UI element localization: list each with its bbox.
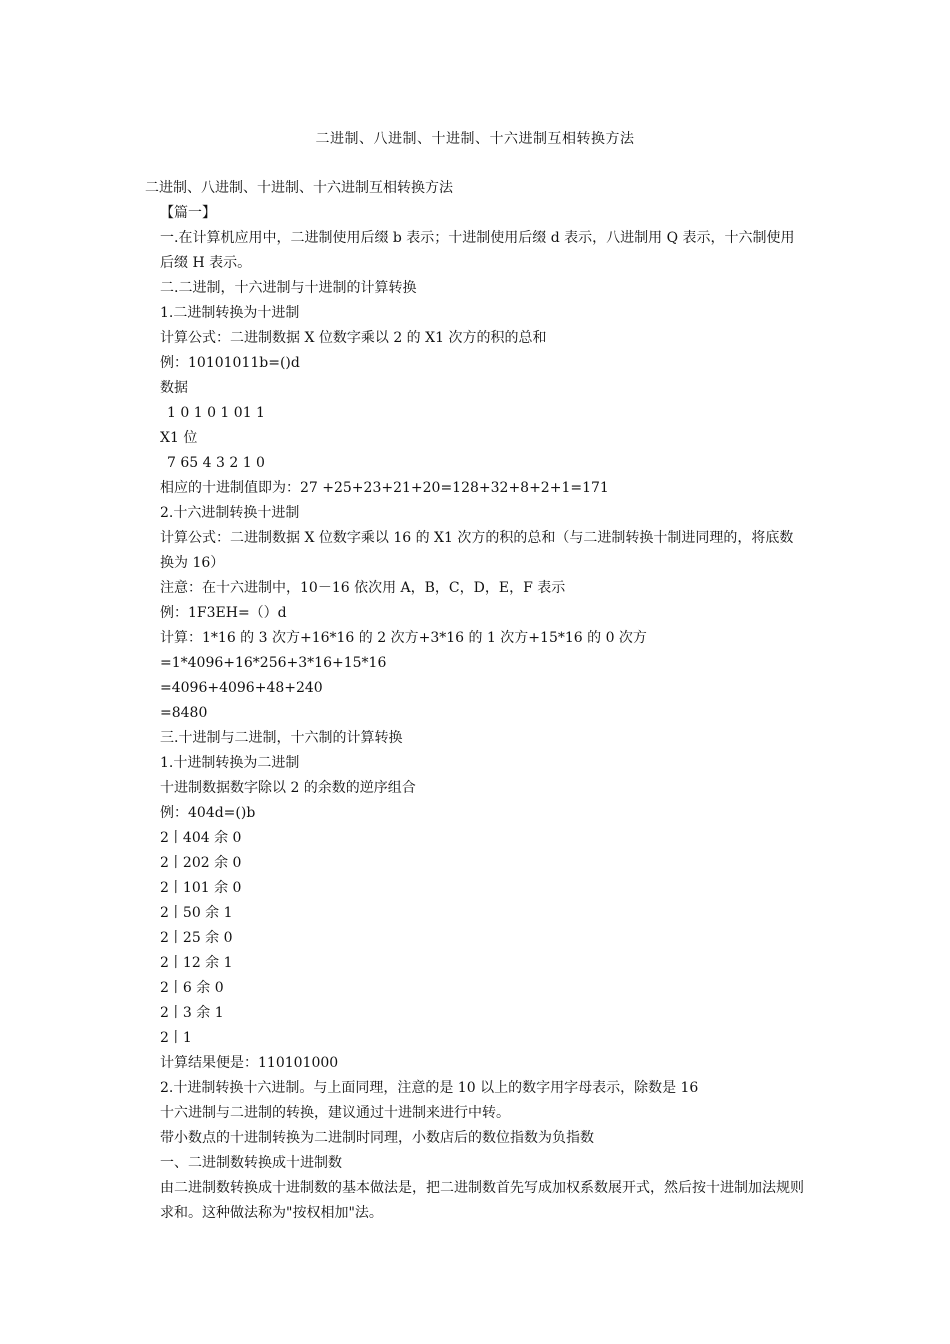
paragraph-line: 十进制数据数字除以 2 的余数的逆序组合 xyxy=(160,780,416,796)
paragraph-line: 二.二进制，十六进制与十进制的计算转换 xyxy=(160,280,417,296)
paragraph-line: 2丨3 余 1 xyxy=(160,1005,224,1021)
paragraph-line: 2.十进制转换十六进制。与上面同理，注意的是 10 以上的数字用字母表示，除数是 16 xyxy=(160,1080,699,1096)
paragraph-line: 由二进制数转换成十进制数的基本做法是，把二进制数首先写成加权系数展开式，然后按十进制加法规则求和。这种做法称为"按权相加"法。 xyxy=(160,1180,804,1221)
paragraph-line: 2丨1 xyxy=(160,1030,192,1046)
paragraph-line: =4096+4096+48+240 xyxy=(160,680,323,696)
paragraph-line: 十六进制与二进制的转换，建议通过十进制来进行中转。 xyxy=(160,1105,510,1121)
paragraph-line: 带小数点的十进制转换为二进制时同理，小数店后的数位指数为负指数 xyxy=(160,1130,594,1146)
paragraph-line: 注意：在十六进制中，10－16 依次用 A，B，C，D，E，F 表示 xyxy=(160,580,566,596)
paragraph-line: 2丨101 余 0 xyxy=(160,880,242,896)
paragraph-line: 计算公式：二进制数据 X 位数字乘以 2 的 X1 次方的积的总和 xyxy=(160,330,547,346)
paragraph-line: 2丨202 余 0 xyxy=(160,855,242,871)
paragraph-line: 二进制、八进制、十进制、十六进制互相转换方法 xyxy=(145,180,453,196)
paragraph-line: 2丨12 余 1 xyxy=(160,955,233,971)
paragraph-line: 计算公式：二进制数据 X 位数字乘以 16 的 X1 次方的积的总和（与二进制转换十制进同理的，将底数换为 16） xyxy=(160,530,794,571)
paragraph-line: 2丨6 余 0 xyxy=(160,980,224,996)
paragraph-line: 一、二进制数转换成十进制数 xyxy=(160,1155,342,1171)
paragraph-line: 2丨25 余 0 xyxy=(160,930,233,946)
paragraph-line: X1 位 xyxy=(160,430,198,446)
paragraph-line: 【篇一】 xyxy=(160,205,216,221)
paragraph-line: 一.在计算机应用中，二进制使用后缀 b 表示；十进制使用后缀 d 表示，八进制用 Q 表示，十六制使用后缀 H 表示。 xyxy=(160,230,795,271)
paragraph-line: 计算结果便是：110101000 xyxy=(160,1055,339,1071)
paragraph-line: 2丨404 余 0 xyxy=(160,830,242,846)
paragraph-line: 三.十进制与二进制，十六制的计算转换 xyxy=(160,730,403,746)
paragraph-line: 数据 xyxy=(160,380,188,396)
paragraph-line: 2丨50 余 1 xyxy=(160,905,233,921)
paragraph-line: 例：404d=()b xyxy=(160,805,256,821)
paragraph-line: 2.十六进制转换十进制 xyxy=(160,505,300,521)
paragraph-line: 1.二进制转换为十进制 xyxy=(160,305,300,321)
paragraph-line: 例：10101011b=()d xyxy=(160,355,300,371)
document-title: 二进制、八进制、十进制、十六进制互相转换方法 xyxy=(315,131,635,147)
paragraph-line: 相应的十进制值即为：27 +25+23+21+20=128+32+8+2+1=171 xyxy=(160,480,609,496)
document-body xyxy=(145,176,805,1226)
paragraph-line: 1.十进制转换为二进制 xyxy=(160,755,300,771)
paragraph-line: 1 0 1 0 1 01 1 xyxy=(167,405,265,421)
paragraph-line: 计算：1*16 的 3 次方+16*16 的 2 次方+3*16 的 1 次方+15*16 的 0 次方 xyxy=(160,630,647,646)
paragraph-line: =1*4096+16*256+3*16+15*16 xyxy=(160,655,387,671)
paragraph-line: 例：1F3EH=（）d xyxy=(160,605,287,621)
paragraph-line: =8480 xyxy=(160,705,208,721)
paragraph-line: 7 65 4 3 2 1 0 xyxy=(167,455,265,471)
